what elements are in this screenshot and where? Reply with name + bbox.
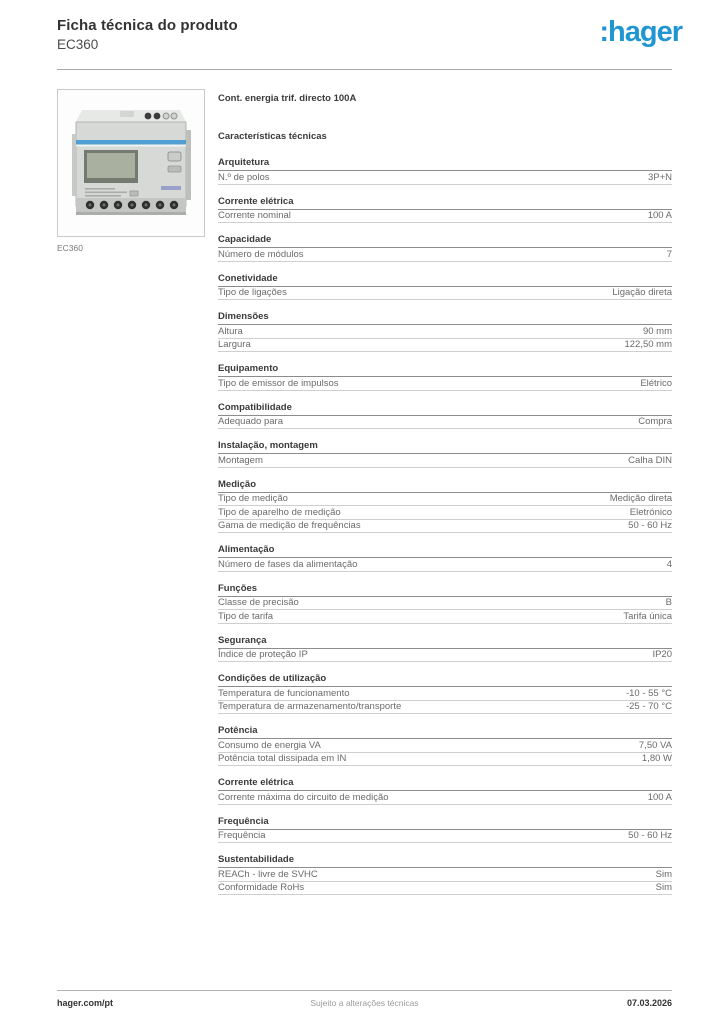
spec-section bbox=[218, 479, 672, 534]
spec-row bbox=[218, 493, 672, 507]
spec-value: 50 - 60 Hz bbox=[628, 520, 672, 531]
spec-section-title: Conetividade bbox=[218, 273, 672, 287]
spec-section-title: Arquitetura bbox=[218, 157, 672, 171]
spec-label: Corrente máxima do circuito de medição bbox=[218, 791, 389, 803]
spec-value: 100 A bbox=[647, 210, 672, 221]
spec-label: Potência total dissipada em IN bbox=[218, 753, 347, 764]
spec-label: Tipo de medição bbox=[218, 493, 288, 504]
spec-section bbox=[218, 544, 672, 572]
spec-section bbox=[218, 363, 672, 391]
energy-meter-illustration bbox=[58, 90, 204, 236]
spec-section bbox=[218, 196, 672, 224]
spec-label: Consumo de energia VA bbox=[218, 739, 321, 751]
spec-section bbox=[218, 440, 672, 468]
spec-value: 90 mm bbox=[642, 325, 672, 337]
footer-disclaimer: Sujeito a alterações técnicas bbox=[310, 998, 419, 1008]
spec-row bbox=[218, 649, 672, 663]
product-name: Cont. energia trif. directo 100A bbox=[218, 93, 357, 104]
spec-section bbox=[218, 157, 672, 185]
product-image-caption: EC360 bbox=[57, 243, 83, 253]
spec-row bbox=[218, 287, 672, 301]
main-content bbox=[57, 89, 672, 906]
footer-date: 07.03.2026 bbox=[626, 998, 672, 1008]
spec-label: Tipo de aparelho de medição bbox=[218, 506, 341, 518]
doc-footer bbox=[57, 990, 672, 1008]
spec-label: Conformidade RoHs bbox=[218, 882, 305, 893]
spec-row bbox=[218, 210, 672, 224]
spec-column bbox=[218, 89, 672, 906]
spec-row bbox=[218, 506, 672, 520]
spec-value: 50 - 60 Hz bbox=[628, 830, 672, 841]
spec-section bbox=[218, 273, 672, 301]
spec-value: Tarifa única bbox=[623, 610, 672, 622]
spec-label: Temperatura de funcionamento bbox=[218, 687, 350, 699]
spec-row bbox=[218, 687, 672, 701]
spec-value: Eletrónico bbox=[629, 506, 672, 518]
spec-value: IP20 bbox=[652, 649, 672, 660]
spec-label: Índice de proteção IP bbox=[218, 649, 308, 660]
spec-label: Tipo de ligações bbox=[218, 287, 287, 298]
spec-label: Classe de precisão bbox=[218, 597, 299, 608]
spec-row bbox=[218, 171, 672, 185]
spec-section bbox=[218, 402, 672, 430]
spec-value: 4 bbox=[666, 558, 672, 570]
spec-row bbox=[218, 753, 672, 767]
spec-value: 122,50 mm bbox=[624, 339, 672, 350]
spec-label: REACh - livre de SVHC bbox=[218, 868, 318, 880]
doc-header bbox=[57, 0, 682, 70]
product-reference: EC360 bbox=[57, 37, 99, 52]
spec-section bbox=[218, 234, 672, 262]
spec-row bbox=[218, 882, 672, 896]
spec-label: Altura bbox=[218, 325, 243, 337]
spec-value: -10 - 55 °C bbox=[625, 687, 672, 699]
datasheet-page bbox=[57, 0, 682, 1024]
spec-section-title: Potência bbox=[218, 725, 672, 739]
spec-label: Tipo de emissor de impulsos bbox=[218, 377, 339, 389]
spec-value: Medição direta bbox=[609, 493, 672, 504]
spec-table-caption: Características técnicas bbox=[218, 131, 327, 142]
spec-label: Gama de medição de frequências bbox=[218, 520, 361, 531]
product-image bbox=[57, 89, 205, 237]
spec-value: 3P+N bbox=[647, 171, 672, 183]
spec-section-title: Funções bbox=[218, 583, 672, 597]
spec-section bbox=[218, 311, 672, 352]
spec-section-title: Corrente elétrica bbox=[218, 196, 672, 210]
page-title: Ficha técnica do produto bbox=[57, 17, 238, 34]
spec-section-title: Condições de utilização bbox=[218, 673, 672, 687]
hager-logo: :hager bbox=[599, 16, 682, 48]
spec-row bbox=[218, 791, 672, 805]
spec-value: Ligação direta bbox=[612, 287, 672, 298]
spec-value: B bbox=[665, 597, 672, 608]
spec-row bbox=[218, 597, 672, 611]
spec-section bbox=[218, 777, 672, 805]
spec-label: Corrente nominal bbox=[218, 210, 291, 221]
spec-section bbox=[218, 725, 672, 766]
spec-row bbox=[218, 377, 672, 391]
spec-row bbox=[218, 868, 672, 882]
spec-label: Montagem bbox=[218, 454, 263, 466]
spec-value: Calha DIN bbox=[628, 454, 672, 466]
spec-row bbox=[218, 701, 672, 715]
spec-section-title: Medição bbox=[218, 479, 672, 493]
spec-label: Adequado para bbox=[218, 416, 283, 427]
spec-label: Número de fases da alimentação bbox=[218, 558, 358, 570]
spec-section-title: Sustentabilidade bbox=[218, 854, 672, 868]
spec-value: 100 A bbox=[647, 791, 672, 803]
spec-section-title: Instalação, montagem bbox=[218, 440, 672, 454]
spec-label: Temperatura de armazenamento/transporte bbox=[218, 701, 402, 712]
spec-row bbox=[218, 558, 672, 572]
spec-label: Tipo de tarifa bbox=[218, 610, 274, 622]
spec-label: Frequência bbox=[218, 830, 266, 841]
spec-label: N.º de polos bbox=[218, 171, 270, 183]
spec-row bbox=[218, 739, 672, 753]
spec-value: -25 - 70 °C bbox=[625, 701, 672, 712]
spec-row bbox=[218, 339, 672, 353]
spec-row bbox=[218, 830, 672, 844]
spec-table bbox=[218, 157, 672, 895]
spec-value: Sim bbox=[655, 868, 672, 880]
spec-section-title: Alimentação bbox=[218, 544, 672, 558]
spec-value: 1,80 W bbox=[641, 753, 672, 764]
spec-value: Elétrico bbox=[640, 377, 672, 389]
spec-section-title: Capacidade bbox=[218, 234, 672, 248]
spec-section-title: Frequência bbox=[218, 816, 672, 830]
spec-label: Largura bbox=[218, 339, 251, 350]
spec-row bbox=[218, 520, 672, 534]
spec-section-title: Segurança bbox=[218, 635, 672, 649]
spec-section-title: Equipamento bbox=[218, 363, 672, 377]
spec-section-title: Dimensões bbox=[218, 311, 672, 325]
spec-value: 7,50 VA bbox=[638, 739, 672, 751]
spec-value: Sim bbox=[655, 882, 672, 893]
spec-section-title: Corrente elétrica bbox=[218, 777, 672, 791]
spec-section bbox=[218, 854, 672, 895]
product-image-column bbox=[57, 89, 205, 906]
spec-row bbox=[218, 248, 672, 262]
spec-section bbox=[218, 816, 672, 844]
spec-row bbox=[218, 325, 672, 339]
spec-row bbox=[218, 416, 672, 430]
spec-section bbox=[218, 583, 672, 624]
spec-section-title: Compatibilidade bbox=[218, 402, 672, 416]
spec-value: 7 bbox=[666, 248, 672, 260]
spec-section bbox=[218, 635, 672, 663]
spec-value: Compra bbox=[638, 416, 672, 427]
spec-row bbox=[218, 610, 672, 624]
spec-label: Número de módulos bbox=[218, 248, 304, 260]
footer-website-link[interactable]: hager.com/pt bbox=[57, 998, 114, 1008]
spec-row bbox=[218, 454, 672, 468]
spec-section bbox=[218, 673, 672, 714]
